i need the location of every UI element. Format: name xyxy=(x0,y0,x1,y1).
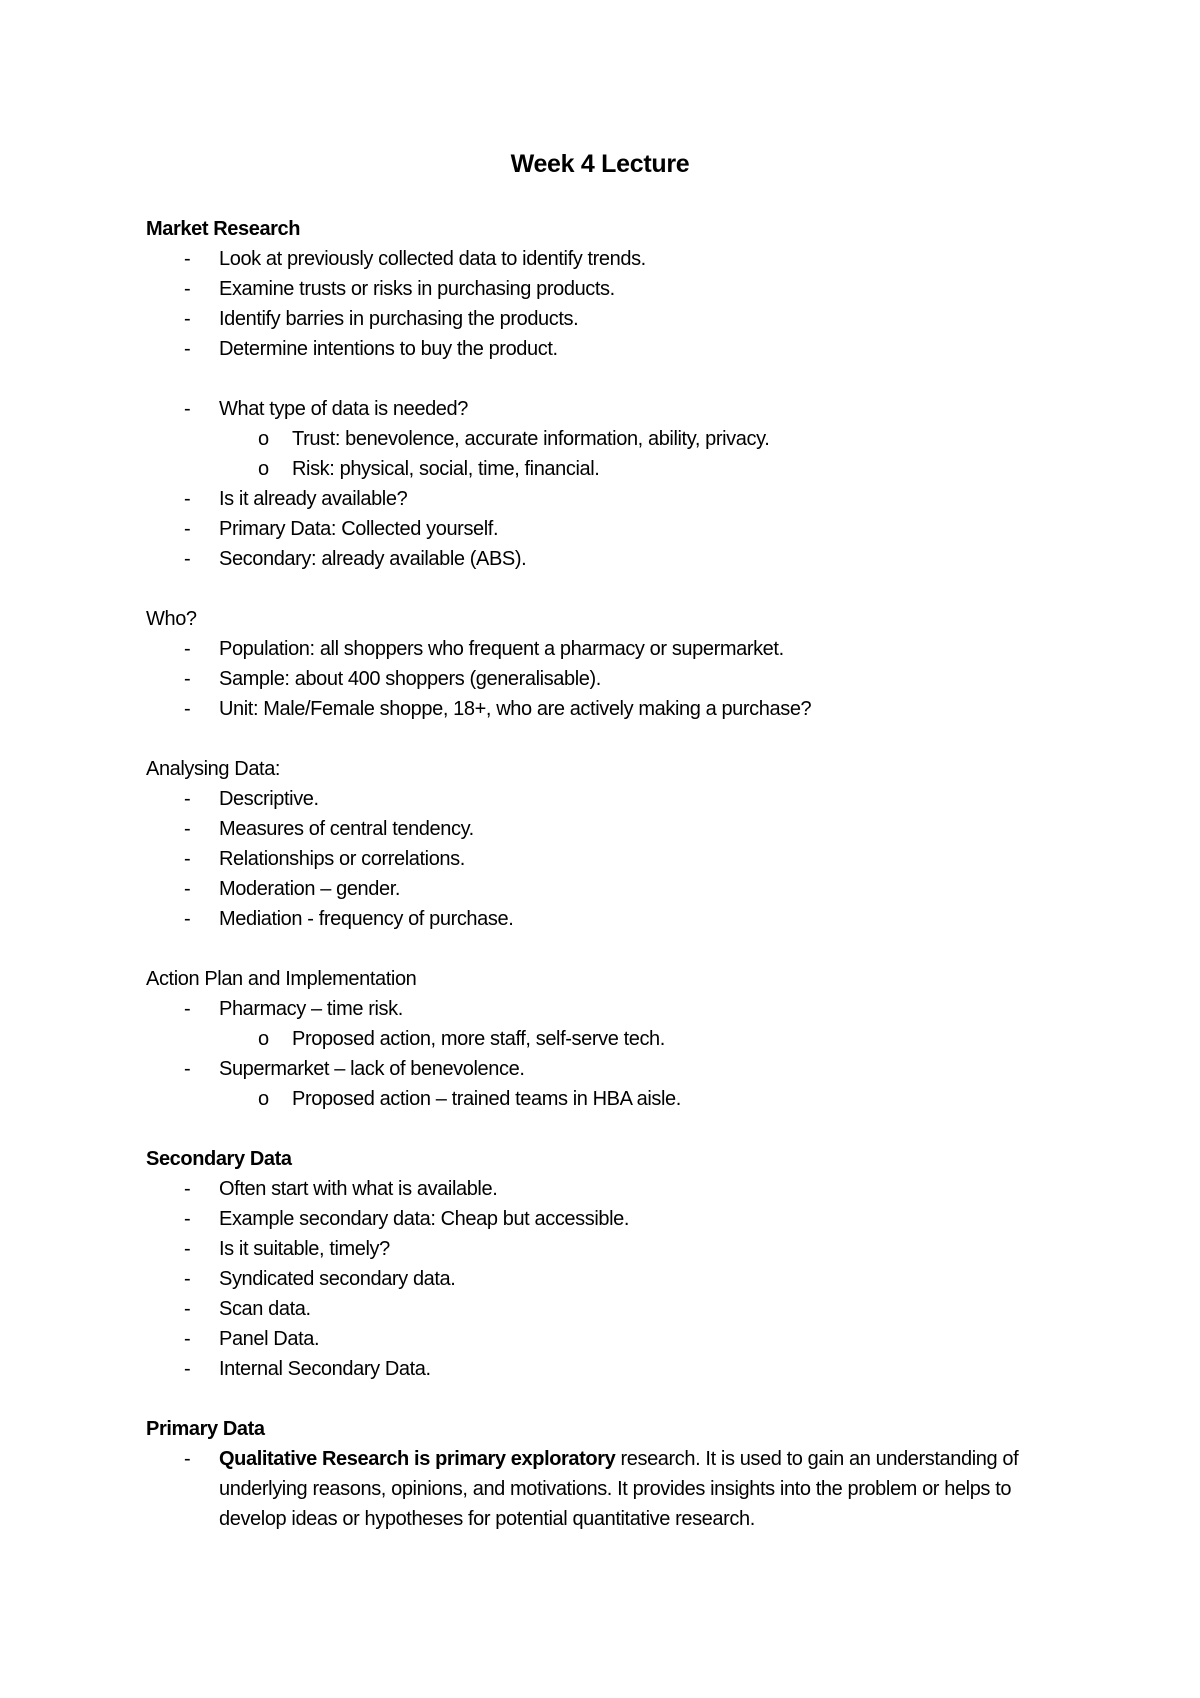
sub-list-item: o Risk: physical, social, time, financial. xyxy=(258,458,600,480)
list-item: - Example secondary data: Cheap but accessible. xyxy=(184,1208,630,1230)
list-item: - Is it suitable, timely? xyxy=(184,1238,390,1260)
document-body xyxy=(146,214,1106,1534)
sub-list-item: o Proposed action – trained teams in HBA aisle. xyxy=(258,1088,681,1110)
list-item: - Is it already available? xyxy=(184,488,408,510)
list-item: - Mediation - frequency of purchase. xyxy=(184,908,514,930)
section-heading-analysing-data: Analysing Data: xyxy=(146,758,281,780)
list-item: - Measures of central tendency. xyxy=(184,818,474,840)
list-item: - Internal Secondary Data. xyxy=(184,1358,431,1380)
list-item: - Pharmacy – time risk. xyxy=(184,998,403,1020)
list-item: - Secondary: already available (ABS). xyxy=(184,548,527,570)
page-title: Week 4 Lecture xyxy=(510,150,690,178)
bold-term: Qualitative Research xyxy=(219,1448,409,1470)
list-item: - Often start with what is available. xyxy=(184,1178,498,1200)
list-item: - Syndicated secondary data. xyxy=(184,1268,456,1290)
section-heading-secondary-data: Secondary Data xyxy=(146,1148,292,1170)
list-item: - Descriptive. xyxy=(184,788,319,810)
section-heading-market-research: Market Research xyxy=(146,218,301,240)
list-item: - Determine intentions to buy the product. xyxy=(184,338,558,360)
sub-list-item: o Trust: benevolence, accurate information, ability, privacy. xyxy=(258,428,770,450)
list-item: - Panel Data. xyxy=(184,1328,320,1350)
list-item: - What type of data is needed? xyxy=(184,398,468,420)
list-item-paragraph: - Qualitative Research is primary exploratory research. It is used to gain an understanding of underlying reasons, opinions, and motivations. It provides insights into the problem or helps to develop ideas or hypotheses for potential quantitative research. xyxy=(184,1448,1019,1530)
sub-list-item: o Proposed action, more staff, self-serve tech. xyxy=(258,1028,665,1050)
list-item: - Relationships or correlations. xyxy=(184,848,465,870)
list-item: - Examine trusts or risks in purchasing products. xyxy=(184,278,615,300)
section-heading-action-plan: Action Plan and Implementation xyxy=(146,968,417,990)
bold-term: primary exploratory xyxy=(435,1448,616,1470)
list-item: - Identify barries in purchasing the products. xyxy=(184,308,579,330)
list-item: - Population: all shoppers who frequent a pharmacy or supermarket. xyxy=(184,638,784,660)
list-item: - Scan data. xyxy=(184,1298,311,1320)
list-item: - Unit: Male/Female shoppe, 18+, who are actively making a purchase? xyxy=(184,698,812,720)
section-heading-primary-data: Primary Data xyxy=(146,1418,265,1440)
section-heading-who: Who? xyxy=(146,608,197,630)
list-item: - Look at previously collected data to identify trends. xyxy=(184,248,646,270)
list-item: - Moderation – gender. xyxy=(184,878,401,900)
list-item: - Supermarket – lack of benevolence. xyxy=(184,1058,525,1080)
list-item: - Sample: about 400 shoppers (generalisable). xyxy=(184,668,601,690)
list-item: - Primary Data: Collected yourself. xyxy=(184,518,499,540)
